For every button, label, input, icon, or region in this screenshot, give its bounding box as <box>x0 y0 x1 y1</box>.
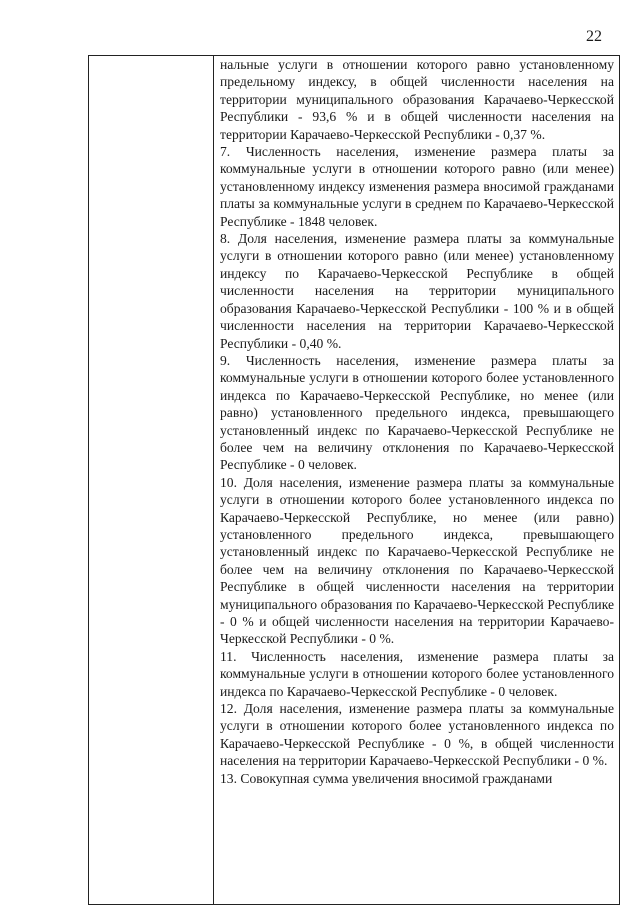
page-number: 22 <box>586 28 602 45</box>
paragraph-item-8: 8. Доля населения, изменение размера платы за коммунальные услуги в отношении которого равно (или менее) установленному индексу по Карачаево-Черкесской Республике в общей численности населения на территории муниципального образования Карачаево-Черкесской Республики - 100 % и в общей численности населения на территории Карачаево-Черкесской Республики - 0,40 %. <box>220 231 614 351</box>
paragraph-item-10: 10. Доля населения, изменение размера платы за коммунальные услуги в отношении которого более установленного индекса по Карачаево-Черкесской Республике, но менее (или равно) установленного предельного индекса, превышающего установленный индекс по Карачаево-Черкесской Республике не более чем на величину отклонения по Карачаево-Черкесской Республике в общей численности населения на территории муниципального образования по Карачаево-Черкесской Республике - 0 % и общей численности населения на территории Карачаево-Черкесской Республики - 0 %. <box>220 474 614 647</box>
paragraph-continuation: нальные услуги в отношении которого равно установленному предельному индексу, в общей численности населения на территории муниципального образования Карачаево-Черкесской Республики - 93,6 % и в общей численности населения на территории Карачаево-Черкесской Республики - 0,37 %. <box>220 57 614 142</box>
table-row <box>89 56 620 905</box>
paragraph-item-11: 11. Численность населения, изменение размера платы за коммунальные услуги в отношении которого более установленного индекса по Карачаево-Черкесской Республике - 0 человек. <box>220 648 614 699</box>
table-right-cell <box>214 56 620 905</box>
document-table <box>88 55 620 905</box>
paragraph-item-13: 13. Совокупная сумма увеличения вносимой гражданами <box>220 770 553 786</box>
table-left-cell <box>89 56 214 905</box>
cell-text-block <box>220 56 614 787</box>
paragraph-item-7: 7. Численность населения, изменение размера платы за коммунальные услуги в отношении которого равно (или менее) установленному индексу изменения размера вносимой гражданами платы за коммунальные услуги в среднем по Карачаево-Черкесской Республике - 1848 человек. <box>220 144 614 229</box>
paragraph-item-9: 9. Численность населения, изменение размера платы за коммунальные услуги в отношении которого более установленного индекса по Карачаево-Черкесской Республике, но менее (или равно) установленного предельного индекса, превышающего установленный индекс по Карачаево-Черкесской Республике не более чем на величину отклонения по Карачаево-Черкесской Республике - 0 человек. <box>220 352 614 473</box>
paragraph-item-12: 12. Доля населения, изменение размера платы за коммунальные услуги в отношении которого более установленного индекса по Карачаево-Черкесской Республике - 0 %, в общей численности населения на территории Карачаево-Черкесской Республики - 0 %. <box>220 701 614 769</box>
